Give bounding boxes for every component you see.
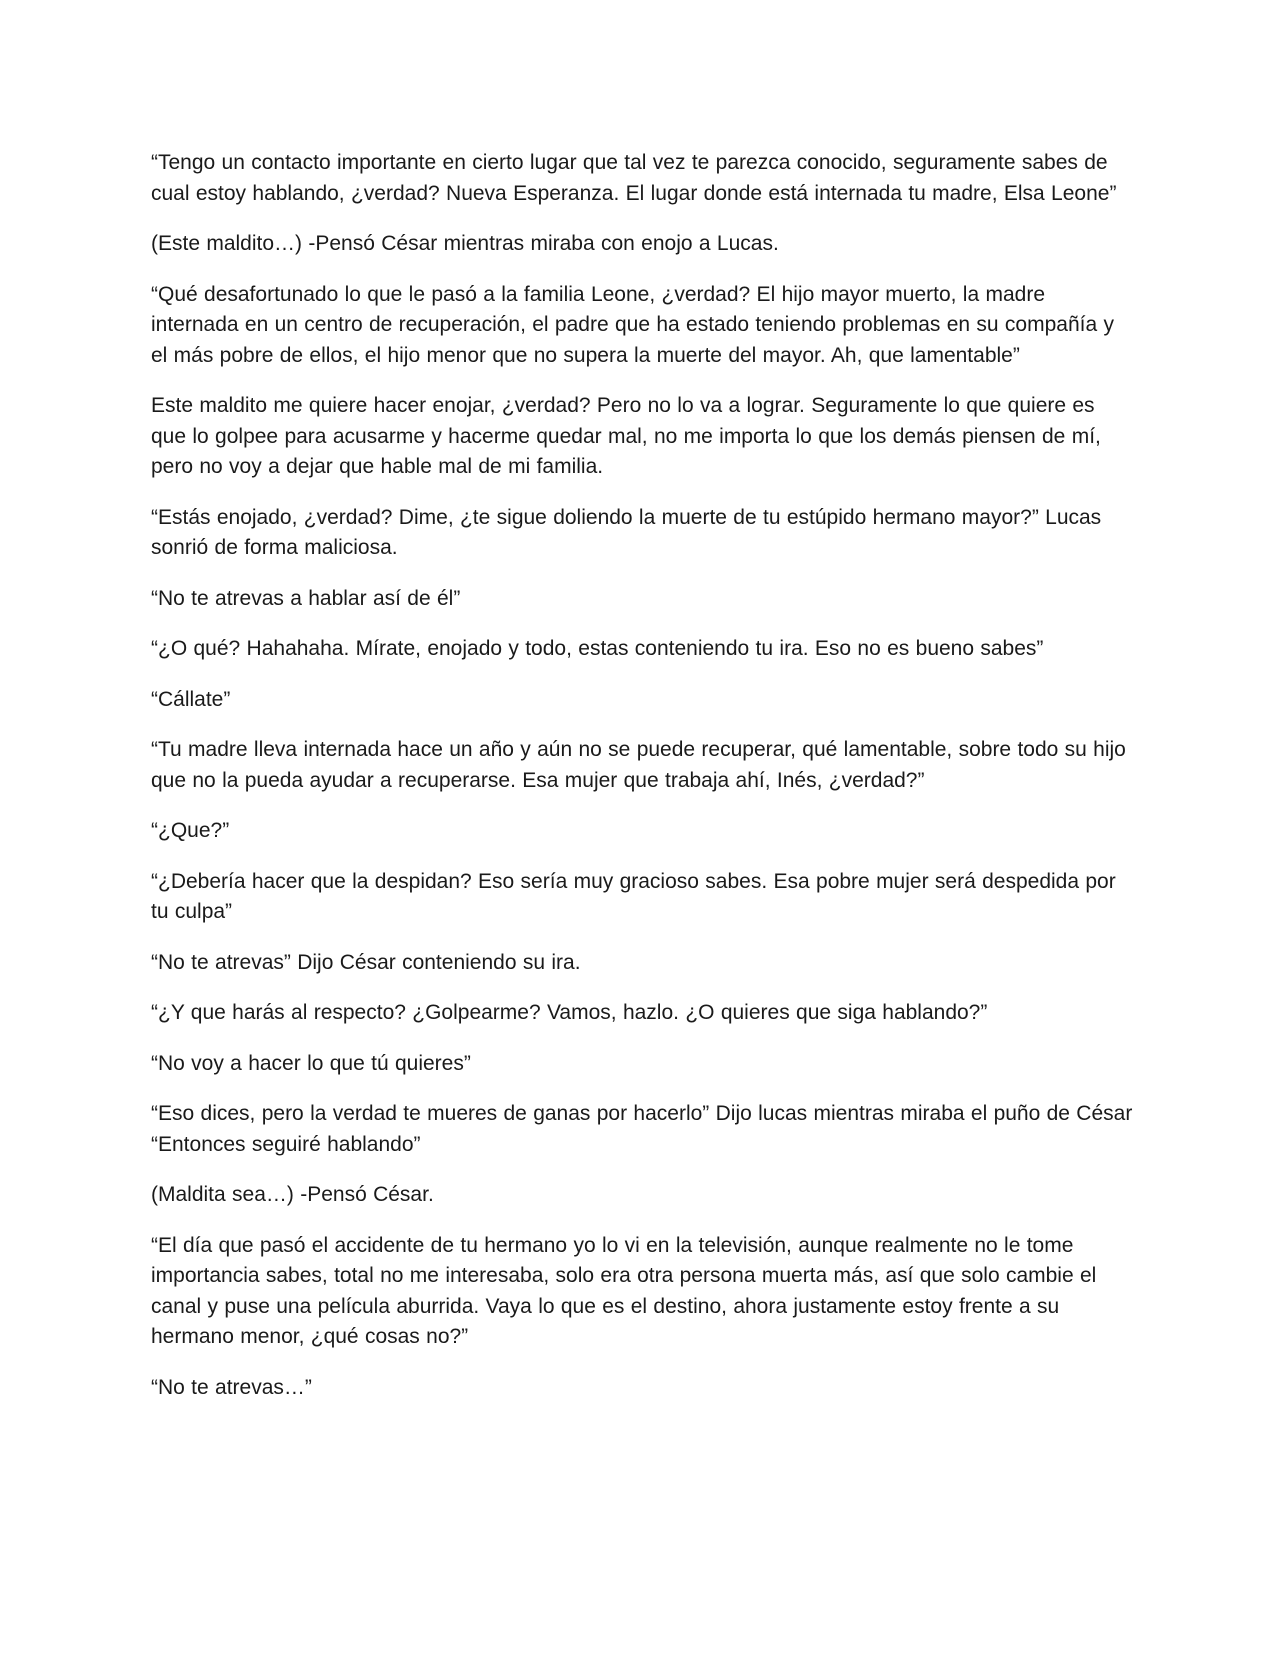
paragraph: “No te atrevas” Dijo César conteniendo su ira. [151,950,581,974]
paragraph: (Maldita sea…) -Pensó César. [151,1183,434,1206]
paragraph: “El día que pasó el accidente de tu hermano yo lo vi en la televisión, aunque realmente no le tome importancia sabes, total no me interesaba, solo era otra persona muerta más, así que solo cambie el canal y puse una película aburrida. Vaya lo que es el destino, ahora justamente estoy frente a su hermano menor, ¿qué cosas no?” [151,1233,1097,1348]
paragraph: “Qué desafortunado lo que le pasó a la familia Leone, ¿verdad? El hijo mayor muerto, la madre internada en un centro de recuperación, el padre que ha estado teniendo problemas en su compañía y el más pobre de ellos, el hijo menor que no supera la muerte del mayor. Ah, que lamentable” [151,282,1114,367]
paragraph: “Tengo un contacto importante en cierto lugar que tal vez te parezca conocido, seguramente sabes de cual estoy hablando, ¿verdad? Nueva Esperanza. El lugar donde está internada tu madre, Elsa Leone” [151,151,1117,205]
paragraph: “¿O qué? Hahahaha. Mírate, enojado y todo, estas conteniendo tu ira. Eso no es bueno sabes” [151,637,1044,660]
paragraph: “¿Que?” [151,819,230,842]
paragraph: “Cállate” [151,687,231,711]
document-body [151,148,1135,1423]
paragraph: “¿Debería hacer que la despidan? Eso sería muy gracioso sabes. Esa pobre mujer será despedida por tu culpa” [151,869,1116,923]
paragraph: Este maldito me quiere hacer enojar, ¿verdad? Pero no lo va a lograr. Seguramente lo que quiere es que lo golpee para acusarme y hacerme quedar mal, no me importa lo que los demás piensen de mí, pero no voy a dejar que hable mal de mi familia. [151,394,1101,478]
paragraph: “No voy a hacer lo que tú quieres” [151,1051,471,1075]
paragraph: “Eso dices, pero la verdad te mueres de ganas por hacerlo” Dijo lucas mientras miraba el puño de César “Entonces seguiré hablando” [151,1102,1133,1156]
paragraph: “Estás enojado, ¿verdad? Dime, ¿te sigue doliendo la muerte de tu estúpido hermano mayor?” Lucas sonrió de forma maliciosa. [151,505,1102,559]
paragraph: “¿Y que harás al respecto? ¿Golpearme? Vamos, hazlo. ¿O quieres que siga hablando?” [151,1001,988,1024]
paragraph: “Tu madre lleva internada hace un año y aún no se puede recuperar, qué lamentable, sobre todo su hijo que no la pueda ayudar a recuperarse. Esa mujer que trabaja ahí, Inés, ¿verdad?” [151,738,1126,792]
paragraph: “No te atrevas…” [151,1375,312,1399]
paragraph: “No te atrevas a hablar así de él” [151,586,461,610]
paragraph: (Este maldito…) -Pensó César mientras miraba con enojo a Lucas. [151,232,779,255]
